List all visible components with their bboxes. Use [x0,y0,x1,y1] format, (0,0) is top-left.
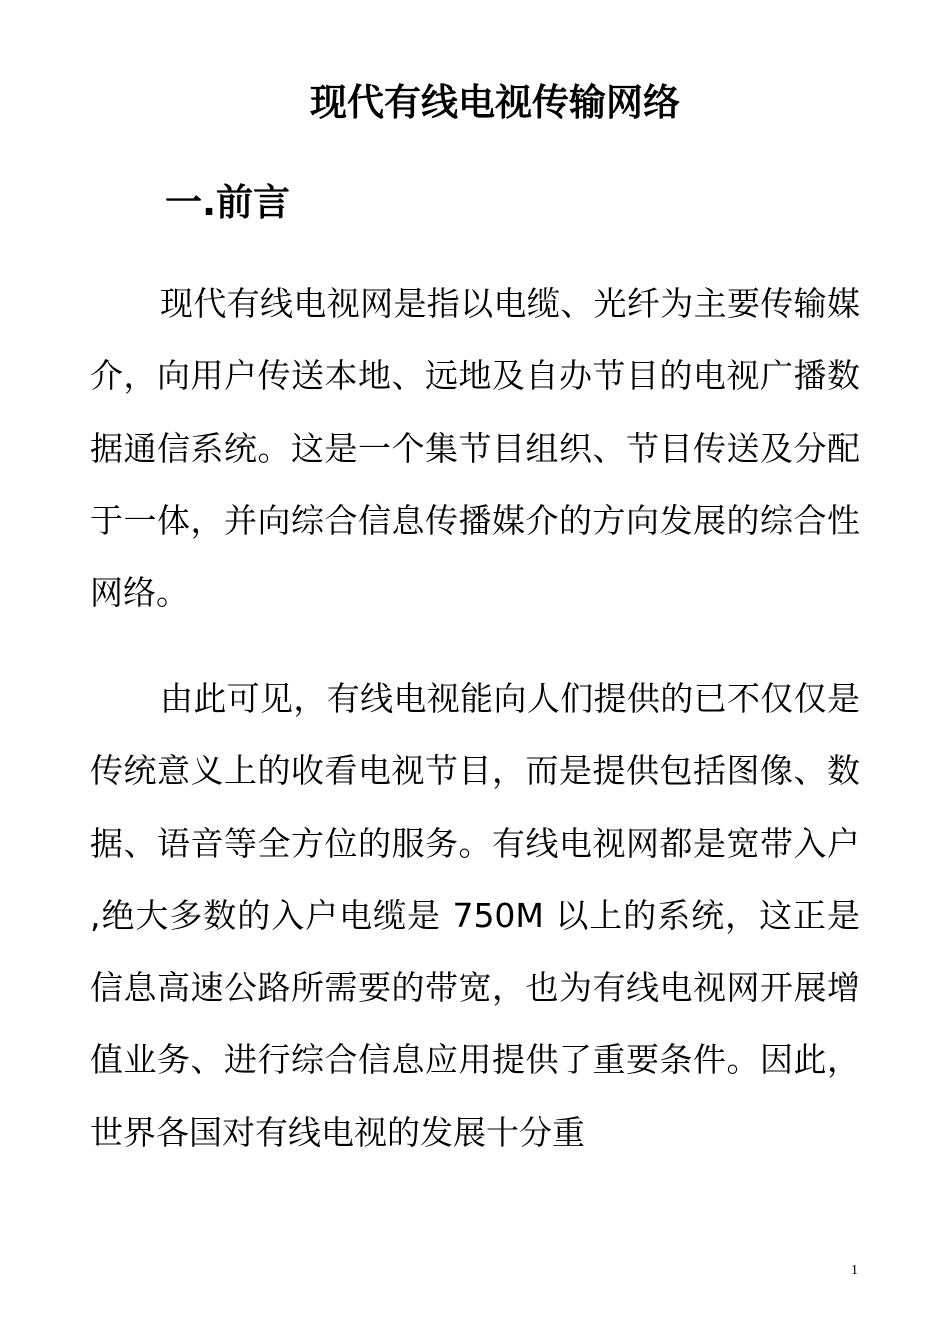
page-number: 1 [851,1263,858,1278]
paragraph-definition: 现代有线电视网是指以电缆、光纤为主要传输媒介，向用户传送本地、远地及自办节目的电视广播数据通信系统。这是一个集节目组织、节目传送及分配于一体，并向综合信息传播媒介的方向发展的综合性网络。 [90,284,860,613]
page-title: 现代有线电视传输网络 [310,81,680,124]
section-heading-preface: 一.前言 [165,181,291,224]
paragraph-services: 由此可见，有线电视能向人们提供的已不仅仅是传统意义上的收看电视节目，而是提供包括图像、数据、语音等全方位的服务。有线电视网都是宽带入户 ,绝大多数的入户电缆是 750M 以上的系统，这正是信息高速公路所需要的带宽，也为有线电视网开展增值业务、进行综合信息应用提供了重要条件。因此，世界各国对有线电视的发展十分重 [90,679,860,1152]
